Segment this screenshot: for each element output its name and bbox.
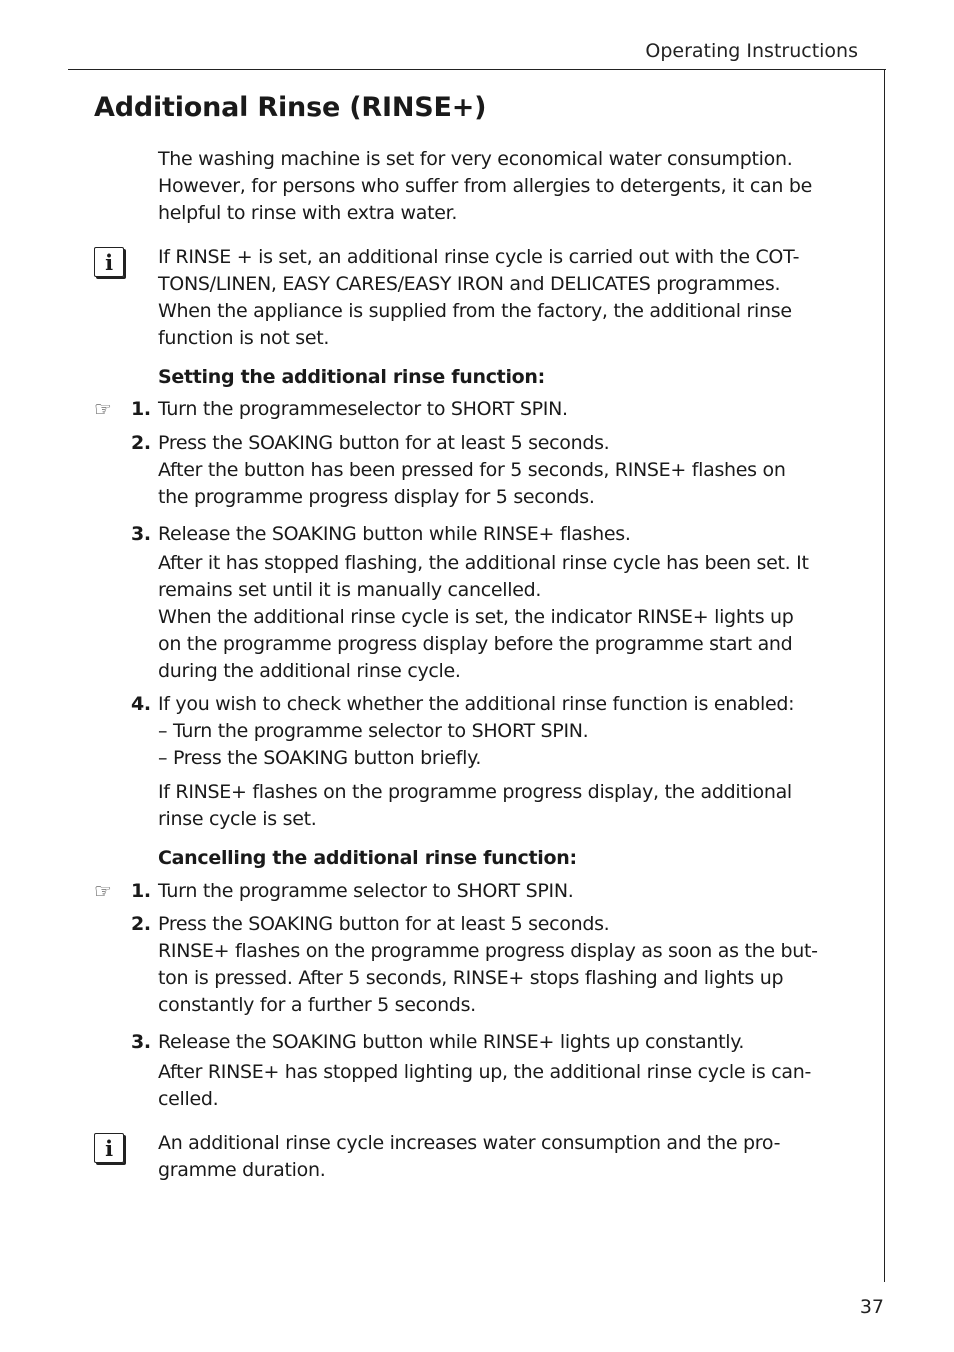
pointing-hand-icon: ☞: [94, 397, 112, 421]
cancelling-step-2: 2. Press the SOAKING button for at least 5 seconds. RINSE+ flashes on the programme progress display as soon as the but- ton is pressed. After 5 seconds, RINSE+ stops flashing and lights up constantly for a further 5 seconds.: [131, 913, 818, 1016]
cancelling-heading: Cancelling the additional rinse function:: [158, 847, 577, 869]
setting-heading: Setting the additional rinse function:: [158, 366, 545, 388]
section-title: Additional Rinse (RINSE+): [94, 92, 487, 123]
info-note-factory: i If RINSE + is set, an additional rinse cycle is carried out with the COT- TONS/LINEN, EASY CARES/EASY IRON and DELICATES programmes. When the appliance is supplied from the factory, the additional rinse function is not set.: [158, 244, 863, 352]
step-number: 1.: [131, 398, 151, 420]
pointing-hand-icon: ☞: [94, 879, 112, 903]
setting-step-1: ☞ 1. Turn the programmeselector to SHORT SPIN.: [94, 397, 568, 421]
step-number: 3.: [131, 1031, 151, 1053]
step-number: 4.: [131, 693, 151, 715]
step-number: 1.: [131, 880, 151, 902]
info-icon: i: [94, 247, 124, 277]
cancelling-step-3: 3. Release the SOAKING button while RINSE+ lights up constantly. After RINSE+ has stopped lighting up, the additional rinse cycle is can- celled.: [131, 1031, 812, 1110]
page-number: 37: [859, 1296, 884, 1318]
page-header-title: Operating Instructions: [645, 40, 858, 62]
cancelling-step-1: ☞ 1. Turn the programme selector to SHORT SPIN.: [94, 879, 574, 903]
info-icon: i: [94, 1133, 124, 1163]
side-rule: [884, 69, 885, 1282]
setting-step-3: 3. Release the SOAKING button while RINSE+ flashes. After it has stopped flashing, the additional rinse cycle has been set. It remains set until it is manually cancelled. When the additional rinse cycle is set, the indicator RINSE+ lights up on the programme progress display before the programme start and during the additional rinse cycle.: [131, 523, 809, 682]
intro-paragraph: The washing machine is set for very economical water consumption. However, for persons who suffer from allergies to detergents, it can be helpful to rinse with extra water.: [158, 148, 812, 224]
info-note-consumption: i An additional rinse cycle increases water consumption and the pro- gramme duration.: [158, 1130, 863, 1184]
step-number: 2.: [131, 913, 151, 935]
setting-step-2: 2. Press the SOAKING button for at least 5 seconds. After the button has been pressed for 5 seconds, RINSE+ flashes on the programme progress display for 5 seconds.: [131, 432, 786, 508]
header-rule: [68, 69, 886, 70]
setting-step-4: 4. If you wish to check whether the additional rinse function is enabled: – Turn the programme selector to SHORT SPIN. – Press the SOAKING button briefly. If RINSE+ flashes on the programme progress display, the additional rinse cycle is set.: [131, 693, 795, 830]
main-content: [94, 146, 863, 1184]
step-number: 2.: [131, 432, 151, 454]
step-number: 3.: [131, 523, 151, 545]
